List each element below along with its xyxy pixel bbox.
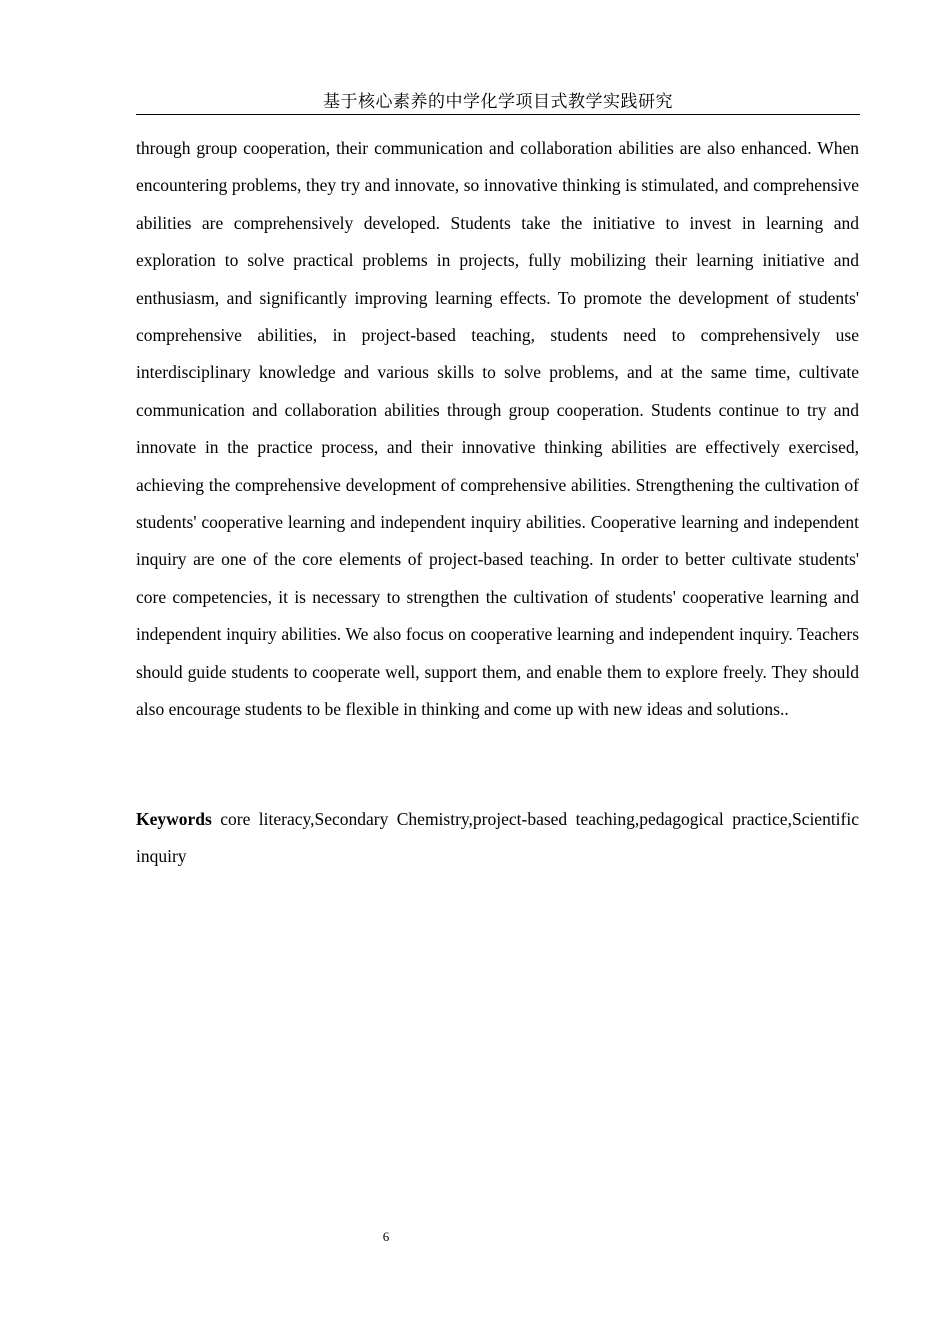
keywords-paragraph [136,801,859,876]
running-header [136,90,860,115]
keywords-label: Keywords [136,809,212,829]
abstract-paragraph: through group cooperation, their communication and collaboration abilities are also enhanced. When encountering problems, they try and innovate, so innovative thinking is stimulated, and comprehensive abilities are comprehensively developed. Students take the initiative to invest in learning and exploration to solve practical problems in projects, fully mobilizing their learning initiative and enthusiasm, and significantly improving learning effects. To promote the development of students' comprehensive abilities, in project-based teaching, students need to comprehensively use interdisciplinary knowledge and various skills to solve problems, and at the same time, cultivate communication and collaboration abilities through group cooperation. Students continue to try and innovate in the practice process, and their innovative thinking abilities are effectively exercised, achieving the comprehensive development of comprehensive abilities. Strengthening the cultivation of students' cooperative learning and independent inquiry abilities. Cooperative learning and independent inquiry are one of the core elements of project-based teaching. In order to better cultivate students' core competencies, it is necessary to strengthen the cultivation of students' cooperative learning and independent inquiry abilities. We also focus on cooperative learning and independent inquiry. Teachers should guide students to cooperate well, support them, and enable them to explore freely. They should also encourage students to be flexible in thinking and come up with new ideas and solutions.. [136,138,859,720]
header-title: 基于核心素养的中学化学项目式教学实践研究 [323,92,673,112]
page-number: 6 [382,1229,390,1244]
keywords-text: core literacy,Secondary Chemistry,project-based teaching,pedagogical practice,Scientific inquiry [136,809,860,867]
